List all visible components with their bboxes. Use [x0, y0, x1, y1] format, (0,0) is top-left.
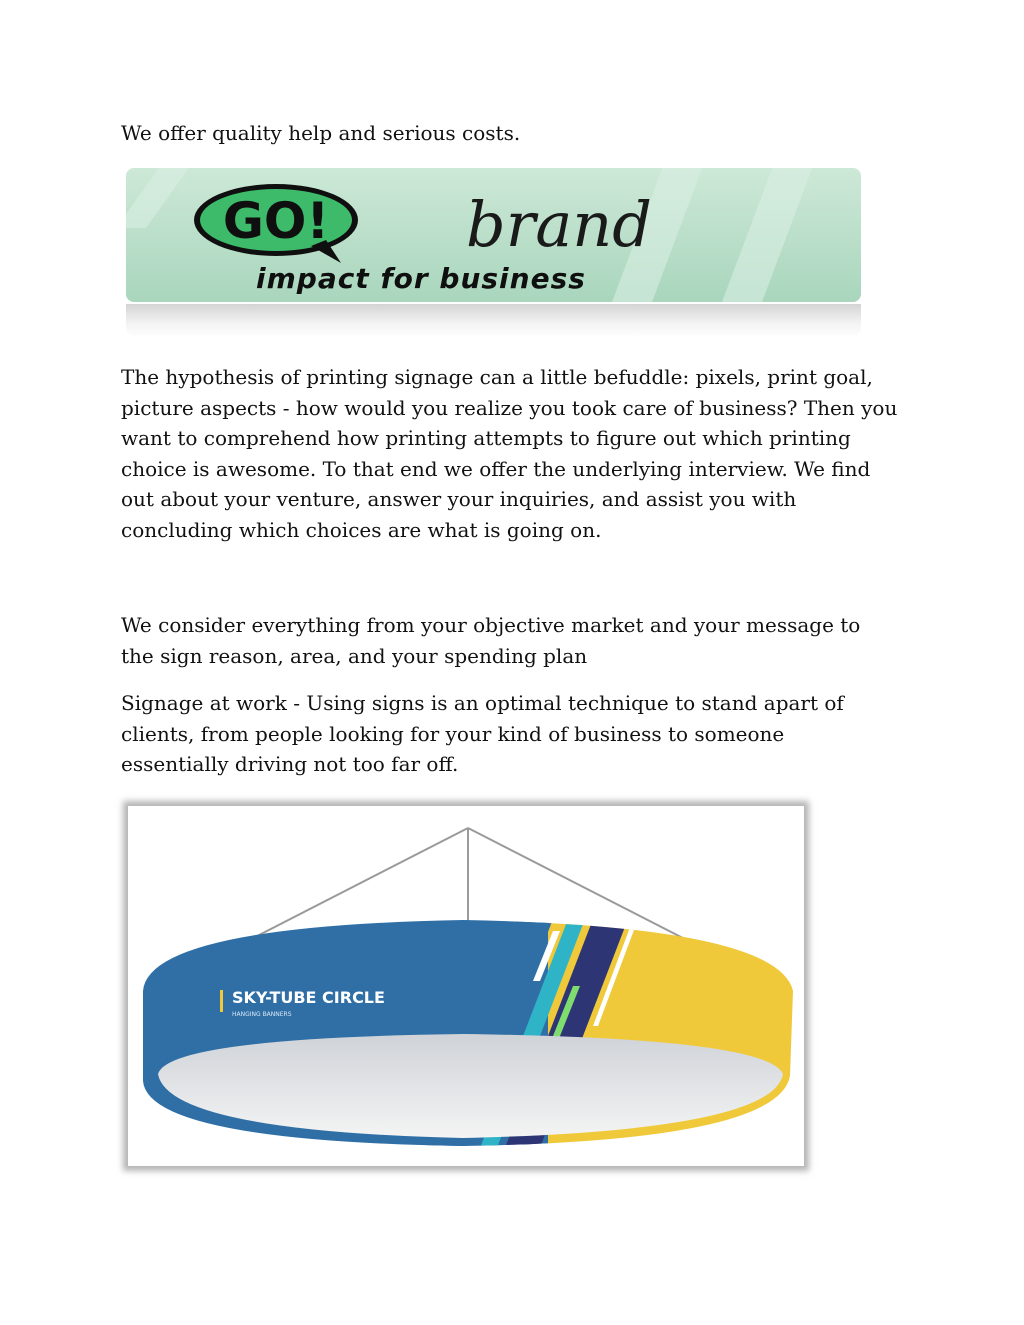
banner-tagline: impact for business [256, 262, 586, 295]
consider-paragraph: We consider everything from your objective market and your message to the sign reason, area, and your spending plan [121, 613, 861, 668]
go-brand-banner [126, 168, 861, 302]
intro-paragraph: We offer quality help and serious costs. [121, 121, 521, 145]
skytube-title: SKY-TUBE CIRCLE [232, 988, 385, 1007]
skytube-banner-illustration [128, 806, 804, 1166]
banner-reflection [126, 304, 861, 338]
hypothesis-paragraph: The hypothesis of printing signage can a little befuddle: pixels, print goal, picture aspects - how would you realize you took care of business? Then you want to comprehend how printing attempts to figure out which printing choice is awesome. To that end we offer the underlying interview. We find out about your venture, answer your inquiries, and assist you with concluding which choices are what is going on. [121, 365, 898, 542]
brand-script-text: brand [466, 188, 652, 261]
skytube-subtitle: HANGING BANNERS [232, 1011, 292, 1018]
go-logo-text: GO! [222, 192, 330, 250]
signage-paragraph: Signage at work - Using signs is an optimal technique to stand apart of clients, from people looking for your kind of business to someone essentially driving not too far off. [121, 691, 844, 777]
go-brand-logo [126, 168, 861, 302]
skytube-image-frame [128, 806, 804, 1166]
